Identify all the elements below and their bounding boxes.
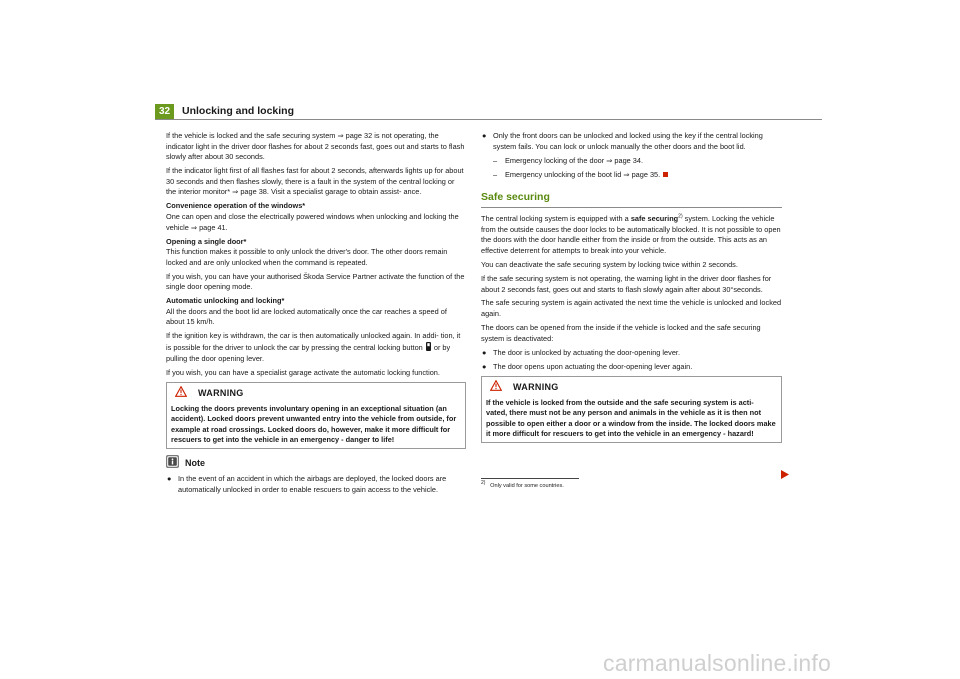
page-header-title: Unlocking and locking (182, 105, 295, 117)
paragraph: If the safe securing system is not operating, the warning light in the driver door flashes for about 2 seconds fast, goes out and starts to flash slowly again after about 30°seconds. (481, 273, 772, 294)
paragraph: The doors can be opened from the inside if the vehicle is locked and the safe securing system is deactivated: (481, 323, 761, 343)
list-item (481, 131, 782, 152)
warning-title: WARNING (198, 388, 244, 399)
list-item (481, 156, 782, 167)
footnote-ref[interactable]: 2) (678, 213, 683, 220)
paragraph-text: The central locking system is equipped with a (481, 214, 631, 224)
footnote-text: Only valid for some countries. (490, 483, 564, 490)
subheading: Automatic unlocking and locking* (166, 296, 285, 306)
paragraph-text: If the ignition key is withdrawn, the car is then automatically unlocked again. In addi- tion, it is possible for the driver to unlock the car by pressing the central locking button (166, 331, 461, 353)
list-item (166, 474, 466, 495)
info-icon (166, 455, 179, 472)
list-item-text: The door is unlocked by actuating the door-opening lever. (493, 347, 680, 357)
paragraph: If the vehicle is locked and the safe securing system ⇒ page 32 is not operating, the indicator light in the driver door flashes for about 2 seconds fast, goes out and starts to flash slowly after about 30 seconds. (166, 131, 465, 162)
footnote (481, 482, 782, 490)
paragraph: If you wish, you can have a specialist garage activate the automatic locking function. (166, 367, 440, 377)
paragraph: If you wish, you can have your authorised Škoda Service Partner activate the function of the single door opening mode. (166, 271, 465, 292)
warning-box (166, 382, 466, 449)
dash-icon: – (493, 155, 498, 165)
list-item (481, 170, 782, 181)
warning-text: If the vehicle is locked from the outside and the safe securing system is acti- vated, there must not be any person and animals in the vehicle as it is then not possible to open either a door or a window from the inside. The locked doors make it more difficult for rescuers to get into the vehicle in an emergency - hazard! (486, 397, 776, 439)
note-header (166, 455, 466, 472)
subheading: Convenience operation of the windows* (166, 201, 306, 211)
warning-triangle-icon (175, 386, 187, 401)
paragraph: This function makes it possible to only unlock the driver's door. The other doors remain locked and are only unlocked when the command is repeated. (166, 247, 448, 267)
list-item (481, 362, 782, 373)
paragraph-text: system. Locking the vehicle from the outside causes the door locks to be automatically blocked. It is not possible to open the doors with the door handle either from the inside or from the outside. This acts as an effective deterrent for attempts to break into your vehicle. (481, 214, 781, 255)
header-rule (155, 119, 822, 120)
page-number: 32 (155, 104, 174, 119)
right-column (481, 131, 782, 490)
list-item-text: Only the front doors can be unlocked and locked using the key if the central locking system fails. You can lock or unlock manually the other doors and the boot lid. (493, 131, 763, 151)
watermark: carmanualsonline.info (603, 650, 831, 676)
paragraph: One can open and close the electrically powered windows when unlocking and locking the vehicle ⇒ page 41. (166, 211, 459, 232)
list-item-text: The door opens upon actuating the door-opening lever again. (493, 361, 693, 371)
paragraph: You can deactivate the safe securing system by locking twice within 2 seconds. (481, 259, 738, 269)
section-end-icon (663, 172, 668, 177)
note-text: In the event of an accident in which the airbags are deployed, the locked doors are automatically unlocked in order to enable rescuers to gain access to the vehicle. (178, 474, 447, 494)
warning-text: Locking the doors prevents involuntary opening in an exceptional situation (an accident). Locked doors prevent unwanted entry into the vehicle from outside, for example at road crossings. Locked doors do, however, make it more difficult for rescuers to get into the vehicle in an emergency - danger to life! (171, 403, 457, 445)
footnote-rule (481, 478, 579, 479)
list-item (481, 348, 782, 359)
term-safe-securing: safe securing (630, 214, 679, 224)
bullet-icon: ● (482, 131, 487, 140)
warning-triangle-icon (490, 380, 502, 395)
central-locking-button-icon (425, 343, 434, 352)
bullet-icon: ● (482, 361, 487, 371)
paragraph (166, 331, 466, 364)
footnote-mark: 2) (481, 480, 486, 487)
continue-arrow-icon[interactable] (781, 466, 789, 484)
section-rule (481, 207, 782, 208)
bullet-icon: ● (482, 347, 487, 357)
left-column (166, 131, 466, 499)
note-title: Note (185, 458, 205, 469)
dash-icon: – (493, 169, 498, 179)
bullet-icon: ● (167, 474, 172, 484)
paragraph-text: or by pulling the door opening lever. (166, 343, 451, 363)
paragraph (481, 214, 782, 256)
list-item-text: Emergency locking of the door ⇒ page 34. (505, 155, 644, 165)
list-item-text: Emergency unlocking of the boot lid ⇒ page 35. (505, 169, 661, 179)
warning-box (481, 376, 782, 443)
section-title: Safe securing (481, 191, 550, 204)
paragraph: All the doors and the boot lid are locked automatically once the car reaches a speed of about 15 km/h. (166, 306, 447, 327)
warning-title: WARNING (513, 382, 559, 393)
subheading: Opening a single door* (166, 236, 247, 246)
paragraph: The safe securing system is again activated the next time the vehicle is unlocked and locked again. (481, 298, 782, 319)
paragraph: If the indicator light first of all flashes fast for about 2 seconds, afterwards lights up for about 30 seconds and then flashes slowly, there is a fault in the system of the central locking or the interior monitor* ⇒ page 38. Visit a specialist garage to obtain assist- ance. (166, 166, 464, 197)
